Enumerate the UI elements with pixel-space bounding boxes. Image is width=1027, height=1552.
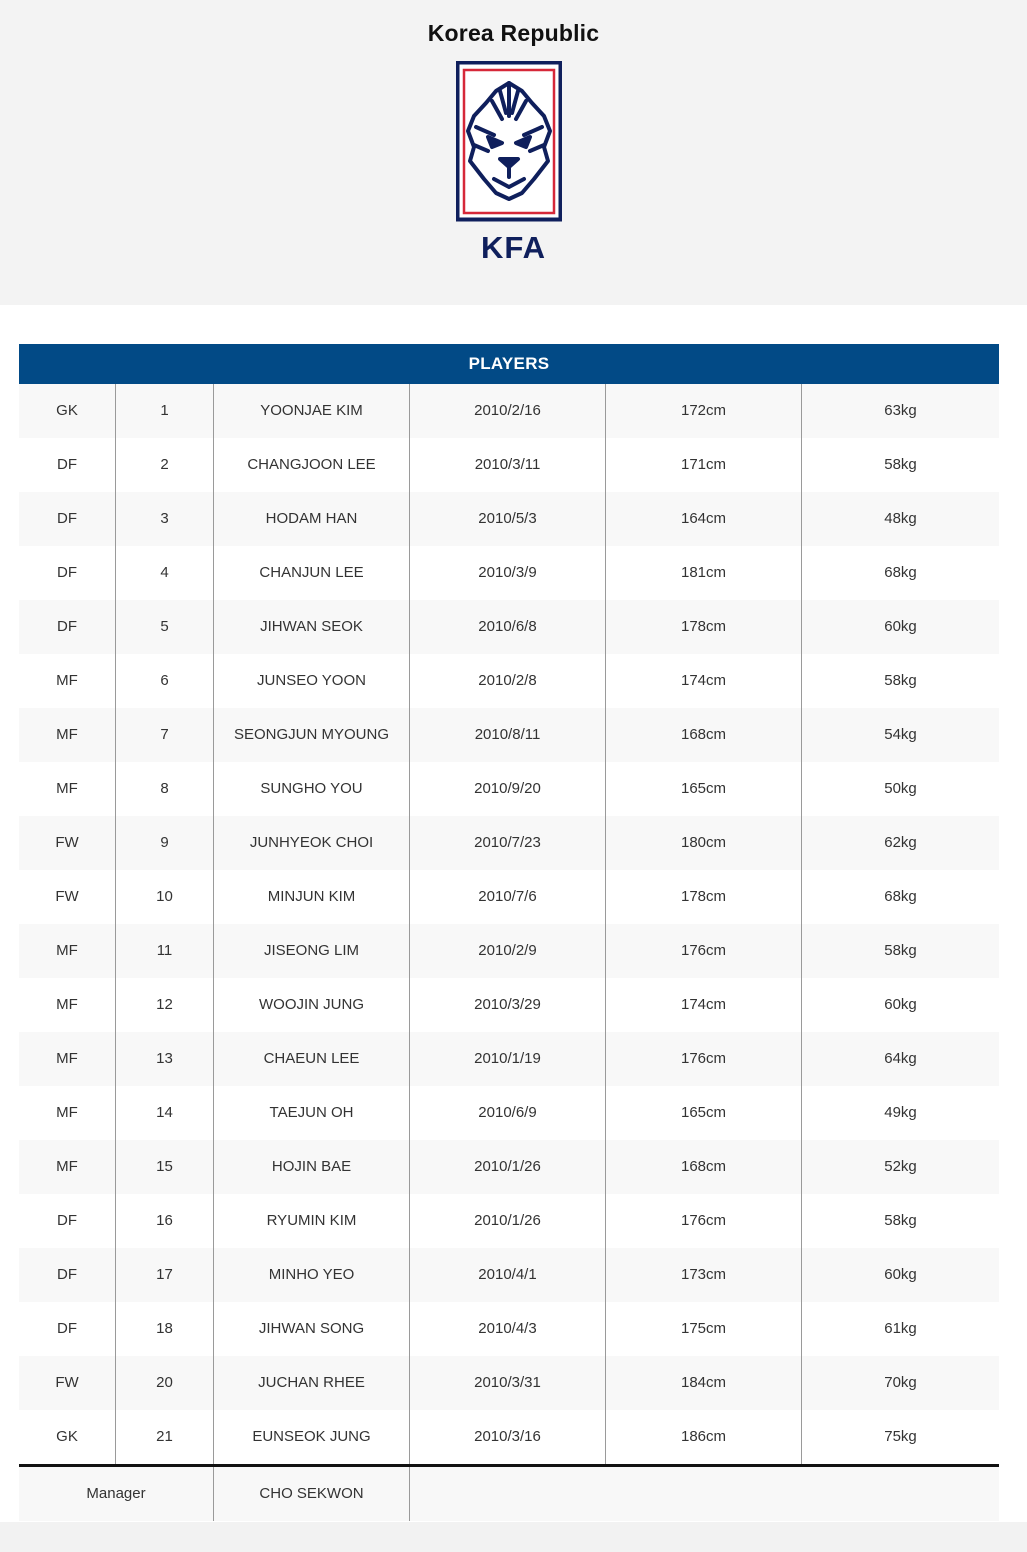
- player-height: 164cm: [606, 492, 802, 546]
- player-position: MF: [19, 762, 116, 816]
- player-birthdate: 2010/5/3: [410, 492, 606, 546]
- player-birthdate: 2010/3/16: [410, 1410, 606, 1464]
- player-height: 174cm: [606, 654, 802, 708]
- player-height: 175cm: [606, 1302, 802, 1356]
- kfa-tiger-crest-icon: [456, 61, 562, 223]
- player-weight: 49kg: [802, 1086, 999, 1140]
- player-name: CHANGJOON LEE: [214, 438, 410, 492]
- player-height: 181cm: [606, 546, 802, 600]
- player-name: HODAM HAN: [214, 492, 410, 546]
- player-number: 9: [116, 816, 214, 870]
- player-weight: 75kg: [802, 1410, 999, 1464]
- player-height: 176cm: [606, 1032, 802, 1086]
- player-number: 7: [116, 708, 214, 762]
- manager-row-empty: [410, 1467, 999, 1521]
- manager-name: CHO SEKWON: [214, 1467, 410, 1521]
- player-weight: 58kg: [802, 438, 999, 492]
- manager-label: Manager: [19, 1467, 214, 1521]
- player-weight: 62kg: [802, 816, 999, 870]
- player-birthdate: 2010/7/23: [410, 816, 606, 870]
- player-birthdate: 2010/1/26: [410, 1194, 606, 1248]
- player-name: JIHWAN SEOK: [214, 600, 410, 654]
- player-weight: 58kg: [802, 924, 999, 978]
- player-birthdate: 2010/6/9: [410, 1086, 606, 1140]
- player-position: FW: [19, 816, 116, 870]
- table-row: [19, 708, 999, 762]
- players-table-body: [19, 384, 999, 1464]
- table-row: [19, 1356, 999, 1410]
- player-birthdate: 2010/4/3: [410, 1302, 606, 1356]
- player-birthdate: 2010/1/19: [410, 1032, 606, 1086]
- table-row: [19, 1410, 999, 1464]
- table-row: [19, 816, 999, 870]
- player-height: 173cm: [606, 1248, 802, 1302]
- player-height: 168cm: [606, 1140, 802, 1194]
- player-name: CHAEUN LEE: [214, 1032, 410, 1086]
- player-position: DF: [19, 1302, 116, 1356]
- player-height: 165cm: [606, 1086, 802, 1140]
- table-row: [19, 1086, 999, 1140]
- player-birthdate: 2010/2/9: [410, 924, 606, 978]
- player-birthdate: 2010/4/1: [410, 1248, 606, 1302]
- player-number: 15: [116, 1140, 214, 1194]
- player-weight: 61kg: [802, 1302, 999, 1356]
- player-position: DF: [19, 438, 116, 492]
- player-position: MF: [19, 708, 116, 762]
- player-height: 178cm: [606, 870, 802, 924]
- player-weight: 60kg: [802, 600, 999, 654]
- players-table-title: PLAYERS: [19, 344, 999, 384]
- table-row: [19, 924, 999, 978]
- player-number: 21: [116, 1410, 214, 1464]
- player-weight: 58kg: [802, 1194, 999, 1248]
- player-birthdate: 2010/3/9: [410, 546, 606, 600]
- player-height: 178cm: [606, 600, 802, 654]
- player-name: SUNGHO YOU: [214, 762, 410, 816]
- player-birthdate: 2010/1/26: [410, 1140, 606, 1194]
- table-row: [19, 438, 999, 492]
- player-name: EUNSEOK JUNG: [214, 1410, 410, 1464]
- player-number: 5: [116, 600, 214, 654]
- player-position: DF: [19, 600, 116, 654]
- player-position: FW: [19, 870, 116, 924]
- player-birthdate: 2010/2/16: [410, 384, 606, 438]
- player-weight: 50kg: [802, 762, 999, 816]
- player-height: 186cm: [606, 1410, 802, 1464]
- player-weight: 54kg: [802, 708, 999, 762]
- player-position: MF: [19, 978, 116, 1032]
- player-height: 184cm: [606, 1356, 802, 1410]
- player-number: 14: [116, 1086, 214, 1140]
- table-row: [19, 492, 999, 546]
- table-row: [19, 546, 999, 600]
- player-birthdate: 2010/2/8: [410, 654, 606, 708]
- table-row: [19, 1194, 999, 1248]
- player-weight: 68kg: [802, 546, 999, 600]
- player-number: 18: [116, 1302, 214, 1356]
- player-number: 20: [116, 1356, 214, 1410]
- player-height: 176cm: [606, 924, 802, 978]
- table-row: [19, 1302, 999, 1356]
- player-number: 8: [116, 762, 214, 816]
- player-position: MF: [19, 1140, 116, 1194]
- player-weight: 58kg: [802, 654, 999, 708]
- player-name: JUNSEO YOON: [214, 654, 410, 708]
- player-name: CHANJUN LEE: [214, 546, 410, 600]
- player-birthdate: 2010/7/6: [410, 870, 606, 924]
- player-position: GK: [19, 384, 116, 438]
- table-row: [19, 654, 999, 708]
- player-position: MF: [19, 1032, 116, 1086]
- player-name: MINHO YEO: [214, 1248, 410, 1302]
- player-height: 176cm: [606, 1194, 802, 1248]
- player-birthdate: 2010/3/11: [410, 438, 606, 492]
- table-row: [19, 1140, 999, 1194]
- player-number: 16: [116, 1194, 214, 1248]
- player-weight: 70kg: [802, 1356, 999, 1410]
- player-height: 172cm: [606, 384, 802, 438]
- table-row: [19, 978, 999, 1032]
- player-name: JISEONG LIM: [214, 924, 410, 978]
- player-height: 174cm: [606, 978, 802, 1032]
- player-weight: 68kg: [802, 870, 999, 924]
- player-birthdate: 2010/9/20: [410, 762, 606, 816]
- player-number: 1: [116, 384, 214, 438]
- player-number: 17: [116, 1248, 214, 1302]
- player-name: HOJIN BAE: [214, 1140, 410, 1194]
- player-height: 171cm: [606, 438, 802, 492]
- player-birthdate: 2010/8/11: [410, 708, 606, 762]
- player-name: JIHWAN SONG: [214, 1302, 410, 1356]
- player-position: DF: [19, 492, 116, 546]
- player-position: FW: [19, 1356, 116, 1410]
- player-name: JUCHAN RHEE: [214, 1356, 410, 1410]
- table-row: [19, 762, 999, 816]
- player-name: RYUMIN KIM: [214, 1194, 410, 1248]
- player-height: 165cm: [606, 762, 802, 816]
- player-height: 168cm: [606, 708, 802, 762]
- player-position: DF: [19, 1194, 116, 1248]
- player-height: 180cm: [606, 816, 802, 870]
- table-row: [19, 600, 999, 654]
- player-position: DF: [19, 546, 116, 600]
- player-name: WOOJIN JUNG: [214, 978, 410, 1032]
- players-table: [19, 344, 999, 1521]
- player-weight: 63kg: [802, 384, 999, 438]
- player-birthdate: 2010/6/8: [410, 600, 606, 654]
- player-birthdate: 2010/3/29: [410, 978, 606, 1032]
- player-name: YOONJAE KIM: [214, 384, 410, 438]
- player-number: 4: [116, 546, 214, 600]
- player-position: DF: [19, 1248, 116, 1302]
- table-row: [19, 384, 999, 438]
- table-row: [19, 1032, 999, 1086]
- player-name: SEONGJUN MYOUNG: [214, 708, 410, 762]
- player-position: GK: [19, 1410, 116, 1464]
- player-number: 12: [116, 978, 214, 1032]
- bottom-strip: [0, 1522, 1027, 1552]
- player-number: 3: [116, 492, 214, 546]
- player-birthdate: 2010/3/31: [410, 1356, 606, 1410]
- team-name: Korea Republic: [427, 20, 600, 46]
- player-weight: 64kg: [802, 1032, 999, 1086]
- player-number: 11: [116, 924, 214, 978]
- player-number: 6: [116, 654, 214, 708]
- player-name: TAEJUN OH: [214, 1086, 410, 1140]
- player-name: JUNHYEOK CHOI: [214, 816, 410, 870]
- table-row: [19, 870, 999, 924]
- player-position: MF: [19, 654, 116, 708]
- player-position: MF: [19, 1086, 116, 1140]
- table-row: [19, 1248, 999, 1302]
- player-weight: 60kg: [802, 978, 999, 1032]
- player-position: MF: [19, 924, 116, 978]
- crest-abbreviation: KFA: [481, 230, 546, 265]
- player-number: 2: [116, 438, 214, 492]
- player-number: 10: [116, 870, 214, 924]
- manager-row: [19, 1467, 999, 1521]
- player-weight: 52kg: [802, 1140, 999, 1194]
- player-name: MINJUN KIM: [214, 870, 410, 924]
- player-number: 13: [116, 1032, 214, 1086]
- player-weight: 48kg: [802, 492, 999, 546]
- player-weight: 60kg: [802, 1248, 999, 1302]
